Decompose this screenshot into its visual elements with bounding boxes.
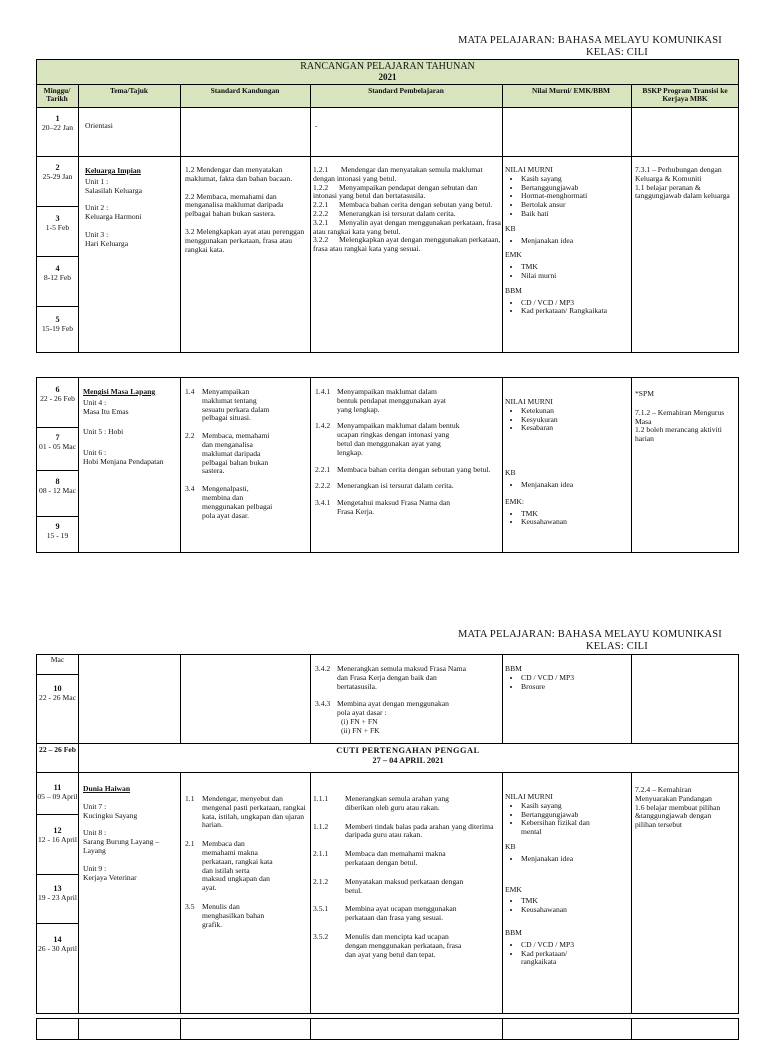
theme-title: Keluarga Impian bbox=[85, 166, 141, 175]
plan-table-1 bbox=[36, 59, 739, 353]
break-date: 22 – 26 Feb bbox=[39, 745, 76, 754]
break-banner: CUTI PERTENGAHAN PENGGAL 27 – 04 APRIL 2021 bbox=[336, 746, 480, 765]
learning-cell-3: 3.4.2 Menerangkan semula maksud Frasa Nama dan Frasa Kerja dengan baik dan bertatasusila. 3.4.3 Membina ayat dengan menggunakan pola ayat dasar : (i) FN + FN (ii) FN + FK bbox=[315, 664, 467, 735]
plan-table-3 bbox=[36, 654, 739, 1014]
continued-date: Mac bbox=[50, 655, 65, 664]
page-header bbox=[458, 35, 722, 59]
subject-label: MATA PELAJARAN: BAHASA MELAYU KOMUNIKASI bbox=[457, 35, 722, 46]
table-title: RANCANGAN PELAJARAN TAHUNAN bbox=[300, 61, 475, 72]
class-label-2: KELAS: CILI bbox=[586, 641, 648, 652]
w1-learning: - bbox=[315, 121, 318, 130]
week-7: 7 01 - 05 Mac bbox=[39, 433, 76, 451]
week-2: 2 25-29 Jan bbox=[42, 163, 73, 181]
col-learning: Standard Pembelajaran bbox=[368, 86, 444, 95]
col-content: Standard Kandungan bbox=[210, 86, 280, 95]
col-values: Nilai Murni/ EMK/BBM bbox=[531, 86, 610, 95]
values-cell-3: BBM • CD / VCD / MP3 • Brosure bbox=[505, 665, 629, 691]
class-label: KELAS: CILI bbox=[586, 47, 648, 58]
week-10: 10 22 - 26 Mac bbox=[39, 684, 76, 702]
learning-cell-1: 1.2.1 Mendengar dan menyatakan semula maklumat dengan intonasi yang betul. 1.2.2 Menyampaikan pendapat dengan sebutan dan intonasi yang betul dan bertatasusila. 2.2.1 Membaca bahan cerita dengan sebutan yang betul. 2.2.2 Menerangkan isi tersurat dalam cerita. 3.2.1 Menyalin ayat dengan menggunakan perkataan, frasa atau rangkai kata yang betul. 3.2.2 Melengkapkan ayat dengan menggunakan perkataan, frasa atau rangkai kata yang sesuai. bbox=[313, 165, 501, 254]
bskp-cell-3: 7.2.4 – Kemahiran Menyuarakan Pandangan 1.6 belajar membuat pilihan &tanggungjawab dengan pilihan tersebut bbox=[635, 785, 721, 830]
bskp-cell-2: *SPM 7.1.2 – Kemahiran Mengurus Masa 1.2 boleh merancang aktiviti harian bbox=[635, 389, 725, 444]
content-cell-3: 1.1 Mendengar, menyebut dan mengenal pasti perkataan, rangkai kata, istilah, ungkapan dan ujaran harian. 2.1 Membaca dan memahami makna perkataan, rangkai kata dan istilah serta maksud ungkapan dan ayat. 3.5 Menulis dan menghasilkan bahan grafik. bbox=[185, 794, 306, 929]
page2-header bbox=[458, 629, 722, 653]
col-theme: Tema/Tajuk bbox=[109, 86, 149, 95]
content-cell-2: 1.4 Menyampaikan maklumat tentang sesuatu perkara dalam pelbagai situasi. 2.2 Membaca, memahami dan menganalisa maklumat daripada pelbagai bahan bukan sastera. 3.4 Mengenalpasti, membina dan menggunakan pelbagai pola ayat dasar. bbox=[185, 387, 273, 520]
plan-table-2 bbox=[36, 377, 739, 553]
week-5: 5 15-19 Feb bbox=[41, 315, 73, 333]
week-3: 3 1-5 Feb bbox=[45, 214, 70, 232]
values-cell-4: NILAI MURNI • Kasih sayang • Bertanggungjawab • Kebersihan fizikal dan mental KB • Menjanakan idea EMK • TMK • Keusahawanan BBM • CD / VCD / MP3 • Kad perkataan/ rangkaikata bbox=[505, 793, 629, 967]
learning-cell-2: 1.4.1 Menyampaikan maklumat dalam bentuk pendapat menggunakan ayat yang lengkap. 1.4.2 Menyampaikan maklumat dalam bentuk ucapan ringkas dengan intonasi yang betul dan menggunakan ayat yang lengkap. 2.2.1 Membaca bahan cerita dengan sebutan yang betul. 2.2.2 Menerangkan isi tersurat dalam cerita. 3.4.1 Mengetahui maksud Frasa Nama dan Frasa Kerja. bbox=[315, 387, 491, 516]
col-week: Minggu/ Tarikh bbox=[43, 86, 71, 104]
table-year: 2021 bbox=[378, 72, 397, 82]
subject-label-2: MATA PELAJARAN: BAHASA MELAYU KOMUNIKASI bbox=[457, 629, 722, 640]
orientation-label: Orientasi bbox=[85, 121, 113, 130]
week-14: 14 26 - 30 April bbox=[37, 935, 78, 953]
week-4: 4 8-12 Feb bbox=[43, 264, 72, 282]
values-cell-1: NILAI MURNI • Kasih sayang • Bertanggungjawab • Hormat-menghormati • Bertolak ansur • Baik hati KB • Menjanakan idea EMK • TMK • Nilai murni BBM • CD / VCD / MP3 • Kad perkataan/ Rangkaikata bbox=[505, 166, 629, 316]
week-6: 6 22 - 26 Feb bbox=[40, 385, 75, 403]
theme-cell-2: Mengisi Masa Lapang Unit 4 : Masa Itu Emas Unit 5 : Hobi Unit 6 : Hobi Menjana Pendapatan bbox=[83, 387, 164, 466]
theme-cell-1: Keluarga Impian Unit 1 : Salasilah Keluarga Unit 2 : Keluarga Harmoni Unit 3 : Hari Keluarga bbox=[85, 167, 177, 249]
week-8: 8 08 - 12 Mac bbox=[39, 477, 76, 495]
values-cell-2: NILAI MURNI • Ketekunan • Kesyukuran • Kesabaran KB • Menjanakan idea EMK: • TMK • Keusahawanan bbox=[505, 398, 629, 527]
week-13: 13 19 - 23 April bbox=[37, 884, 78, 902]
content-cell-1: 1.2 Mendengar dan menyatakan maklumat, fakta dan bahan bacaan. 2.2 Membaca, memahami dan menganalisa maklumat daripada pelbagai bahan bukan sastera. 3.2 Melengkapkan ayat atau perenggan menggunakan perkataan, frasa atau rangkai kata. bbox=[185, 165, 305, 254]
week-9: 9 15 - 19 bbox=[46, 522, 69, 540]
week-1: 1 20–22 Jan bbox=[41, 114, 73, 132]
week-12: 12 12 - 16 April bbox=[37, 826, 78, 844]
theme-cell-3: Dunia Haiwan Unit 7 : Kucingku Sayang Unit 8 : Sarang Burung Layang – Layang Unit 9 : Kerjaya Veterinar bbox=[83, 784, 160, 882]
learning-cell-4: 1.1.1 Menerangkan semula arahan yang diberikan oleh guru atau rakan. 1.1.2 Memberi tindak balas pada arahan yang diterima daripada guru atau rakan. 2.1.1 Membaca dan memahami makna perkataan dengan betul. 2.1.2 Menyatakan maksud perkataan dengan betul. 3.5.1 Membina ayat ucapan menggunakan perkataan dan frasa yang sesuai. 3.5.2 Menulis dan mencipta kad ucapan dengan menggunakan perkataan, frasa dan ayat yang betul dan tepat. bbox=[313, 794, 494, 959]
col-bskp: BSKP Program Transisi ke Kerjaya MBK bbox=[642, 86, 728, 104]
next-table-stub bbox=[36, 1018, 739, 1040]
bskp-cell-1: 7.3.1 – Perhubungan dengan Keluarga & Komuniti 1.1 belajar peranan & tanggungjawab dalam keluarga bbox=[635, 165, 730, 201]
week-11: 11 05 – 09 April bbox=[37, 783, 78, 801]
